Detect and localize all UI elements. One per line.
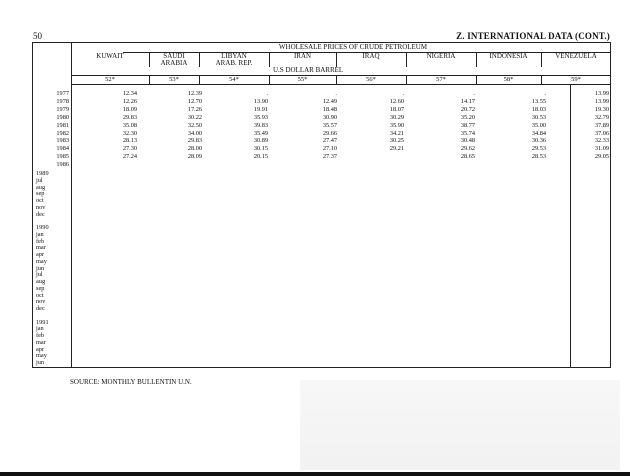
period-label: feb	[36, 332, 45, 339]
period-label: mar	[36, 244, 46, 252]
year-label: 1985	[56, 153, 69, 161]
year-label: 1977	[56, 90, 69, 97]
year-label: 1979	[56, 105, 69, 113]
period-label: oct	[36, 291, 44, 299]
period-label: aug	[36, 278, 46, 285]
table-cell: 28.53	[531, 153, 546, 161]
table-cell: 30.90	[322, 113, 337, 121]
table-cell: 38.77	[460, 121, 475, 129]
table-cell: 35.90	[389, 121, 404, 129]
period-label: jan	[36, 325, 44, 333]
period-label: jul	[36, 176, 43, 184]
period-label: jun	[36, 359, 45, 366]
table-cell: 29.05	[594, 153, 609, 161]
table-cell: 32.33	[594, 137, 609, 145]
table-cell: 34.84	[531, 129, 546, 137]
group-header: WHOLESALE PRICES OF CRUDE PETROLEUM	[278, 43, 428, 51]
table-cell: 12.70	[187, 97, 202, 105]
unit-label: U.S DOLLAR BARREL	[273, 66, 344, 74]
period-label: jun	[36, 264, 45, 272]
column-code: 52*	[105, 76, 115, 83]
table-cell: 29.21	[389, 145, 404, 153]
period-label: jan	[36, 230, 44, 238]
table-cell: 12.34	[122, 90, 137, 97]
code-rule-bottom	[71, 84, 611, 85]
table-cell: 27.30	[122, 145, 137, 153]
section-title: Z. INTERNATIONAL DATA (CONT.)	[456, 31, 610, 41]
table-cell: 19.91	[253, 105, 268, 113]
right-inner-divider	[570, 84, 571, 367]
table-cell: 30.15	[253, 145, 268, 153]
table-cell: 30.25	[389, 137, 404, 145]
column-header-saudi: SAUDI ARABIA	[160, 52, 188, 67]
table-cell: 12.49	[322, 97, 337, 105]
table-cell: 19.30	[594, 105, 609, 113]
table-cell: .	[335, 90, 337, 97]
table-cell: 30.29	[389, 113, 404, 121]
row-label-divider	[71, 43, 72, 367]
year-label: 1984	[56, 145, 69, 153]
period-label: sep	[36, 190, 45, 198]
period-label: dec	[36, 210, 45, 218]
table-cell: 18.07	[389, 105, 404, 113]
column-code: 54*	[229, 76, 239, 83]
table-cell: 29.66	[322, 129, 337, 137]
year-label: 1982	[56, 129, 69, 137]
column-header-iran: IRAN	[293, 52, 312, 60]
period-label: nov	[36, 203, 46, 211]
column-code: 53*	[169, 76, 179, 83]
table-cell: 35.08	[122, 121, 137, 129]
table-cell: 28.09	[187, 153, 202, 161]
period-label: 1989	[36, 170, 49, 177]
table-cell: 29.83	[187, 137, 202, 145]
table-cell: 34.21	[389, 129, 404, 137]
table-cell: 35.20	[460, 113, 475, 121]
scan-bleed-through	[300, 380, 620, 470]
table-cell: 28.00	[187, 145, 202, 153]
table-cell: 32.79	[594, 113, 609, 121]
period-label: apr	[36, 345, 45, 353]
table-cell: 17.26	[187, 105, 202, 113]
table-cell: 32.30	[122, 129, 137, 137]
table-cell: 27.47	[322, 137, 337, 145]
period-label: may	[36, 257, 47, 265]
table-cell: 30.53	[531, 113, 546, 121]
column-header-libyan: LIBYAN ARAB. REP.	[215, 52, 253, 67]
table-cell: 18.48	[322, 105, 337, 113]
table-cell: 13.55	[531, 97, 546, 105]
table-cell: 30.36	[531, 137, 546, 145]
table-cell: 30.22	[187, 113, 202, 121]
table-cell: 18.09	[122, 105, 137, 113]
table-cell: .	[544, 90, 546, 97]
table-cell: 37.89	[594, 121, 609, 129]
table-cell: 28.13	[122, 137, 137, 145]
table-cell: 34.00	[187, 129, 202, 137]
column-header-iraq: IRAQ	[362, 52, 380, 60]
table-cell: 20.72	[460, 105, 475, 113]
table-cell: 29.53	[531, 145, 546, 153]
period-label: jul	[36, 271, 43, 279]
period-label: sep	[36, 284, 45, 292]
table-cell: 13.99	[594, 90, 609, 97]
source-note: SOURCE: MONTHLY BULLENTIN U.N.	[70, 378, 192, 386]
table-cell: 30.89	[253, 137, 268, 145]
table-cell: 35.57	[322, 121, 337, 129]
period-label: feb	[36, 237, 45, 245]
table-cell: 35.93	[253, 113, 268, 121]
column-header-kuwait: KUWAIT	[96, 52, 124, 60]
period-label: nov	[36, 298, 46, 306]
period-label: dec	[36, 305, 45, 312]
table-cell: 29.62	[460, 145, 475, 153]
table-cell: 28.65	[460, 153, 475, 161]
table-cell: 13.99	[594, 97, 609, 105]
crude-petroleum-price-table	[32, 42, 611, 368]
period-label: apr	[36, 251, 45, 258]
period-label: mar	[36, 338, 46, 346]
table-cell: 31.09	[594, 145, 609, 153]
column-header-indonesia: INDONESIA	[489, 52, 528, 60]
column-header-venezuela: VENEZUELA	[555, 52, 597, 60]
table-cell: 27.10	[322, 145, 337, 153]
table-cell: 14.17	[460, 97, 475, 105]
column-code: 56*	[366, 76, 376, 83]
column-code: 58*	[503, 76, 514, 83]
page-number: 50	[33, 31, 42, 41]
table-cell: 35.49	[253, 129, 268, 137]
table-cell: 39.83	[253, 121, 268, 129]
table-cell: 32.50	[187, 121, 202, 129]
year-label: 1983	[56, 137, 69, 145]
column-code: 57*	[436, 76, 446, 83]
table-cell: 12.26	[122, 97, 137, 105]
table-cell: .	[473, 90, 475, 97]
table-cell: 20.15	[253, 153, 268, 161]
table-cell: 27.24	[122, 153, 137, 161]
table-cell: 12.39	[187, 90, 202, 97]
table-cell: .	[402, 90, 404, 97]
table-cell: 30.48	[460, 137, 475, 145]
period-label: 1991	[36, 318, 49, 326]
table-cell: 12.60	[389, 97, 404, 105]
table-cell: 29.83	[122, 113, 137, 121]
table-cell: 35.74	[460, 129, 475, 137]
table-cell: 35.00	[531, 121, 546, 129]
column-code: 59*	[571, 76, 581, 83]
year-label: 1978	[56, 97, 69, 105]
table-cell: 18.03	[531, 105, 546, 113]
table-cell: 27.37	[322, 153, 337, 161]
column-code: 55*	[297, 76, 308, 83]
period-label: aug	[36, 183, 46, 191]
year-label: 1981	[56, 121, 69, 129]
table-cell: 13.90	[253, 97, 268, 105]
column-header-nigeria: NIGERIA	[426, 52, 456, 60]
year-label: 1986	[56, 161, 69, 169]
period-label: 1990	[36, 224, 49, 231]
year-label: 1980	[56, 113, 69, 121]
period-label: oct	[36, 197, 44, 204]
period-label: may	[36, 352, 47, 360]
table-cell: 37.06	[594, 129, 609, 137]
table-cell: .	[266, 90, 268, 97]
